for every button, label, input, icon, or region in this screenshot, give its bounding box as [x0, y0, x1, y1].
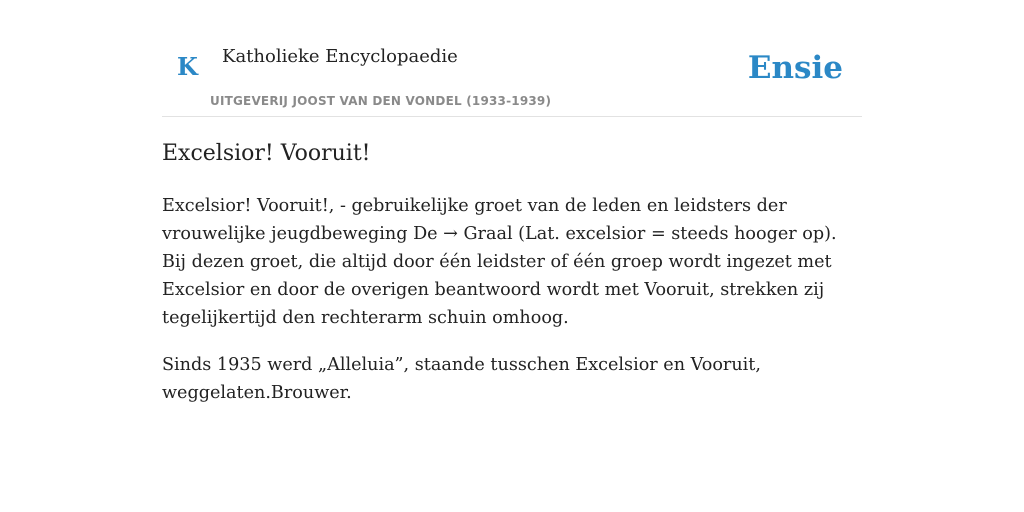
publisher-label: UITGEVERIJ JOOST VAN DEN VONDEL (1933-1939): [210, 94, 552, 108]
article-paragraph: Excelsior! Vooruit!, - gebruikelijke groet van de leden en leidsters der vrouwelijke jeugdbeweging De → Graal (Lat. excelsior = steeds hooger op). Bij dezen groet, die altijd door één leidster of één groep wordt ingezet met Excelsior en door de overigen beantwoord wordt met Vooruit, strekken zij tegelijkertijd den rechterarm schuin omhoog.: [162, 196, 837, 328]
article-title: Excelsior! Vooruit!: [162, 141, 371, 166]
brand-logo[interactable]: Ensie: [747, 50, 843, 86]
site-title[interactable]: Katholieke Encyclopaedie: [222, 46, 458, 67]
site-header: [162, 0, 862, 117]
page: [162, 0, 862, 403]
site-logo[interactable]: K: [177, 52, 198, 81]
article-paragraph: Sinds 1935 werd „Alleluia”, staande tusschen Excelsior en Vooruit, weggelaten.Brouwer.: [162, 355, 761, 403]
article-body: [162, 192, 862, 426]
